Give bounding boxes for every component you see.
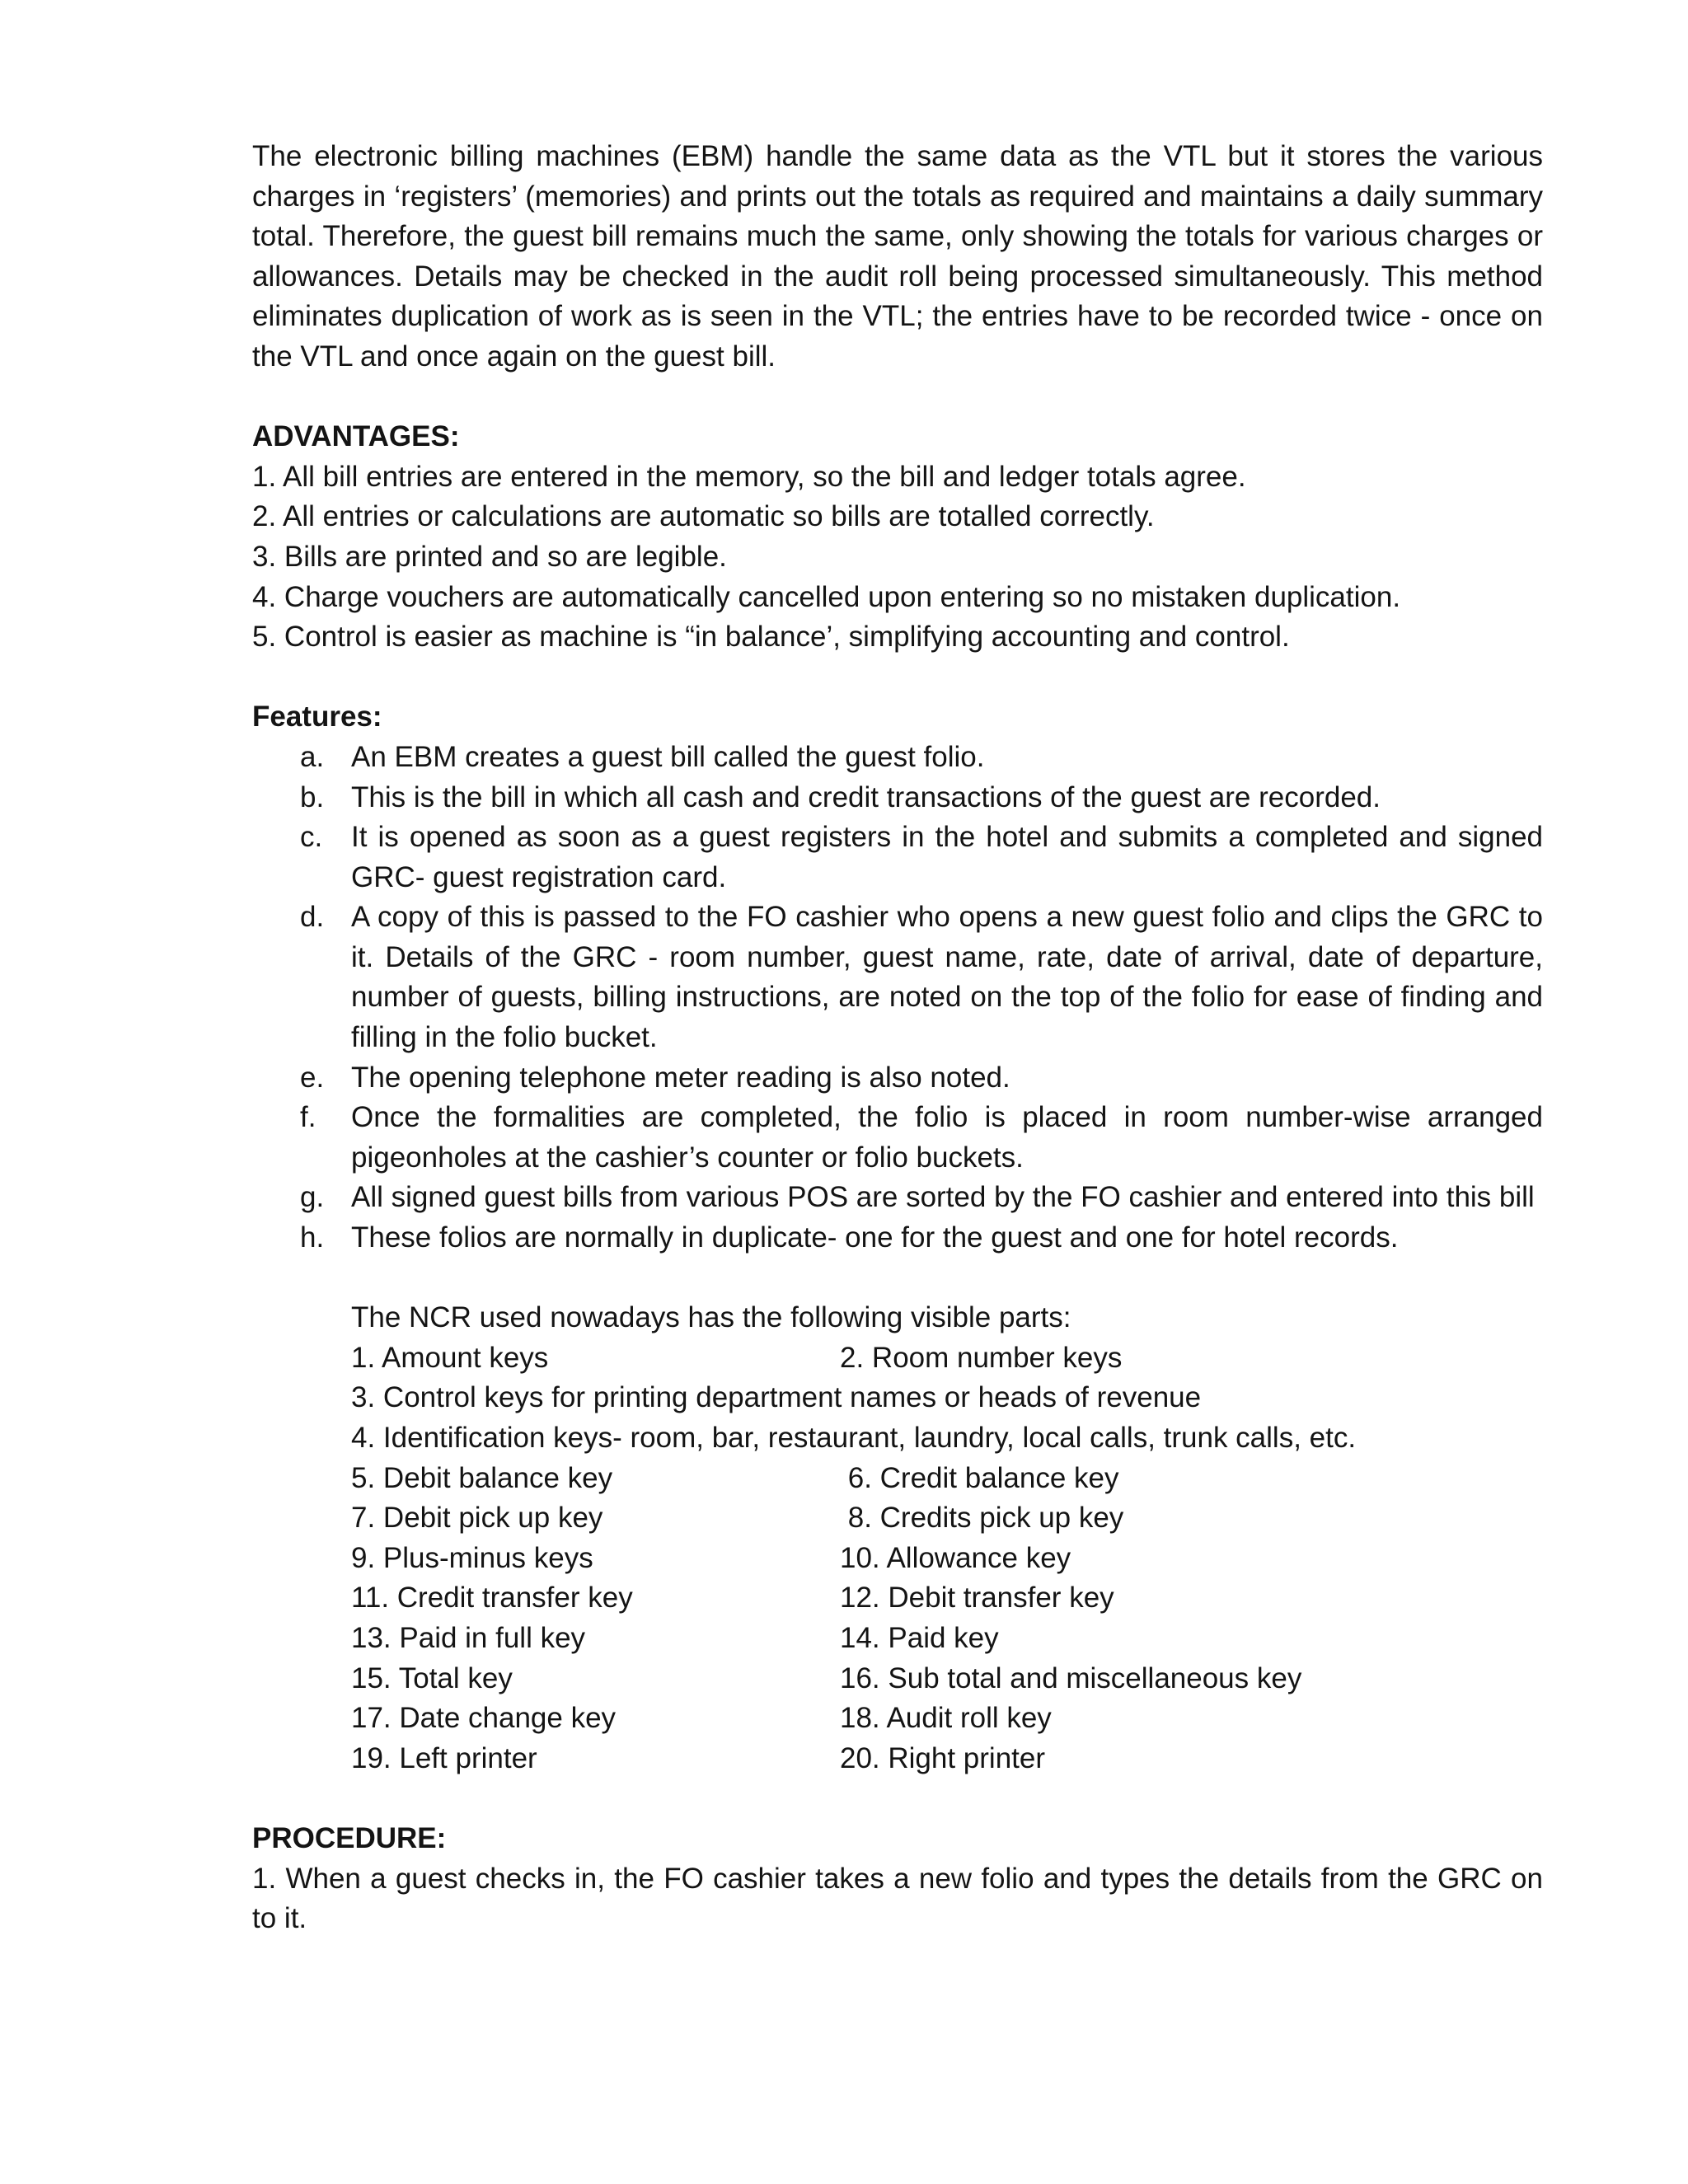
parts-row xyxy=(351,1659,1543,1699)
part-item: 6. Credit balance key xyxy=(840,1461,1119,1494)
parts-row xyxy=(351,1459,1543,1499)
part-item: 13. Paid in full key xyxy=(351,1621,586,1654)
list-item: a. An EBM creates a guest bill called the guest folio. xyxy=(300,740,985,773)
parts-row xyxy=(351,1498,1543,1539)
part-item: 10. Allowance key xyxy=(840,1541,1071,1574)
features-heading: Features: xyxy=(252,701,382,733)
part-item: 15. Total key xyxy=(351,1661,513,1694)
list-item: d. A copy of this is passed to the FO cashier who opens a new guest folio and clips the GRC to it. Details of the GRC - room number, guest name, rate, date of arrival, date of departure, number of guests, billing instructions, are noted on the top of the folio for ease of finding and filling in the folio bucket. xyxy=(300,901,1543,1054)
part-item: 4. Identification keys- room, bar, restaurant, laundry, local calls, trunk calls, etc. xyxy=(351,1422,1357,1454)
parts-row xyxy=(351,1338,1543,1379)
parts-row xyxy=(351,1539,1543,1579)
part-item: 2. Room number keys xyxy=(840,1341,1123,1374)
part-item: 14. Paid key xyxy=(840,1621,999,1654)
list-item: 1. All bill entries are entered in the memory, so the bill and ledger totals agree. xyxy=(252,460,1246,493)
spacer xyxy=(252,658,1543,698)
parts-row xyxy=(351,1699,1543,1739)
part-item: 17. Date change key xyxy=(351,1702,617,1735)
list-item: h. These folios are normally in duplicate- one for the guest and one for hotel records. xyxy=(300,1221,1399,1254)
part-item: 11. Credit transfer key xyxy=(351,1582,633,1615)
part-item: 19. Left printer xyxy=(351,1741,537,1774)
part-item: 5. Debit balance key xyxy=(351,1461,613,1494)
features-list xyxy=(252,738,1543,1258)
parts-row xyxy=(351,1739,1543,1779)
part-item: 9. Plus-minus keys xyxy=(351,1541,593,1574)
part-item: 18. Audit roll key xyxy=(840,1702,1052,1735)
list-item: 4. Charge vouchers are automatically cancelled upon entering so no mistaken duplication. xyxy=(252,580,1401,613)
part-item: 1. Amount keys xyxy=(351,1341,549,1374)
procedure-heading: PROCEDURE: xyxy=(252,1821,447,1854)
document-page xyxy=(252,137,1543,1939)
part-item: 7. Debit pick up key xyxy=(351,1502,603,1535)
parts-row xyxy=(351,1619,1543,1659)
part-item: 8. Credits pick up key xyxy=(840,1502,1124,1535)
list-item: g. All signed guest bills from various POS are sorted by the FO cashier and entered into this bill xyxy=(300,1181,1535,1214)
ncr-intro: The NCR used nowadays has the following visible parts: xyxy=(351,1301,1071,1334)
list-item: 2. All entries or calculations are automatic so bills are totalled correctly. xyxy=(252,500,1155,533)
list-item: c. It is opened as soon as a guest registers in the hotel and submits a completed and signed GRC- guest registration card. xyxy=(300,821,1543,893)
list-item: f. Once the formalities are completed, the folio is placed in room number-wise arranged pigeonholes at the cashier’s counter or folio buckets. xyxy=(300,1101,1543,1174)
parts-row xyxy=(351,1578,1543,1619)
part-item: 16. Sub total and miscellaneous key xyxy=(840,1661,1302,1694)
list-item: e. The opening telephone meter reading is also noted. xyxy=(300,1061,1010,1094)
list-item: 3. Bills are printed and so are legible. xyxy=(252,540,727,573)
intro-paragraph: The electronic billing machines (EBM) handle the same data as the VTL but it stores the various charges in ‘registers’ (memories) and prints out the totals as required and maintains a daily summary total. Therefore, the guest bill remains much the same, only showing the totals for various charges or allowances. Details may be checked in the audit roll being processed simultaneously. This method eliminates duplication of work as is seen in the VTL; the entries have to be recorded twice - once on the VTL and once again on the guest bill. xyxy=(252,140,1543,373)
ncr-parts-section xyxy=(252,1298,1543,1779)
part-item: 20. Right printer xyxy=(840,1741,1046,1774)
part-item: 3. Control keys for printing department names or heads of revenue xyxy=(351,1381,1202,1414)
list-item: 5. Control is easier as machine is “in balance’, simplifying accounting and control. xyxy=(252,621,1290,654)
advantages-heading: ADVANTAGES: xyxy=(252,420,460,453)
spacer xyxy=(252,1258,1543,1299)
part-item: 12. Debit transfer key xyxy=(840,1582,1114,1615)
procedure-item: 1. When a guest checks in, the FO cashier takes a new folio and types the details from the GRC on to it. xyxy=(252,1862,1543,1935)
spacer xyxy=(252,1779,1543,1819)
advantages-list xyxy=(252,457,1543,658)
spacer xyxy=(252,377,1543,418)
list-item: b. This is the bill in which all cash and credit transactions of the guest are recorded. xyxy=(300,780,1381,813)
